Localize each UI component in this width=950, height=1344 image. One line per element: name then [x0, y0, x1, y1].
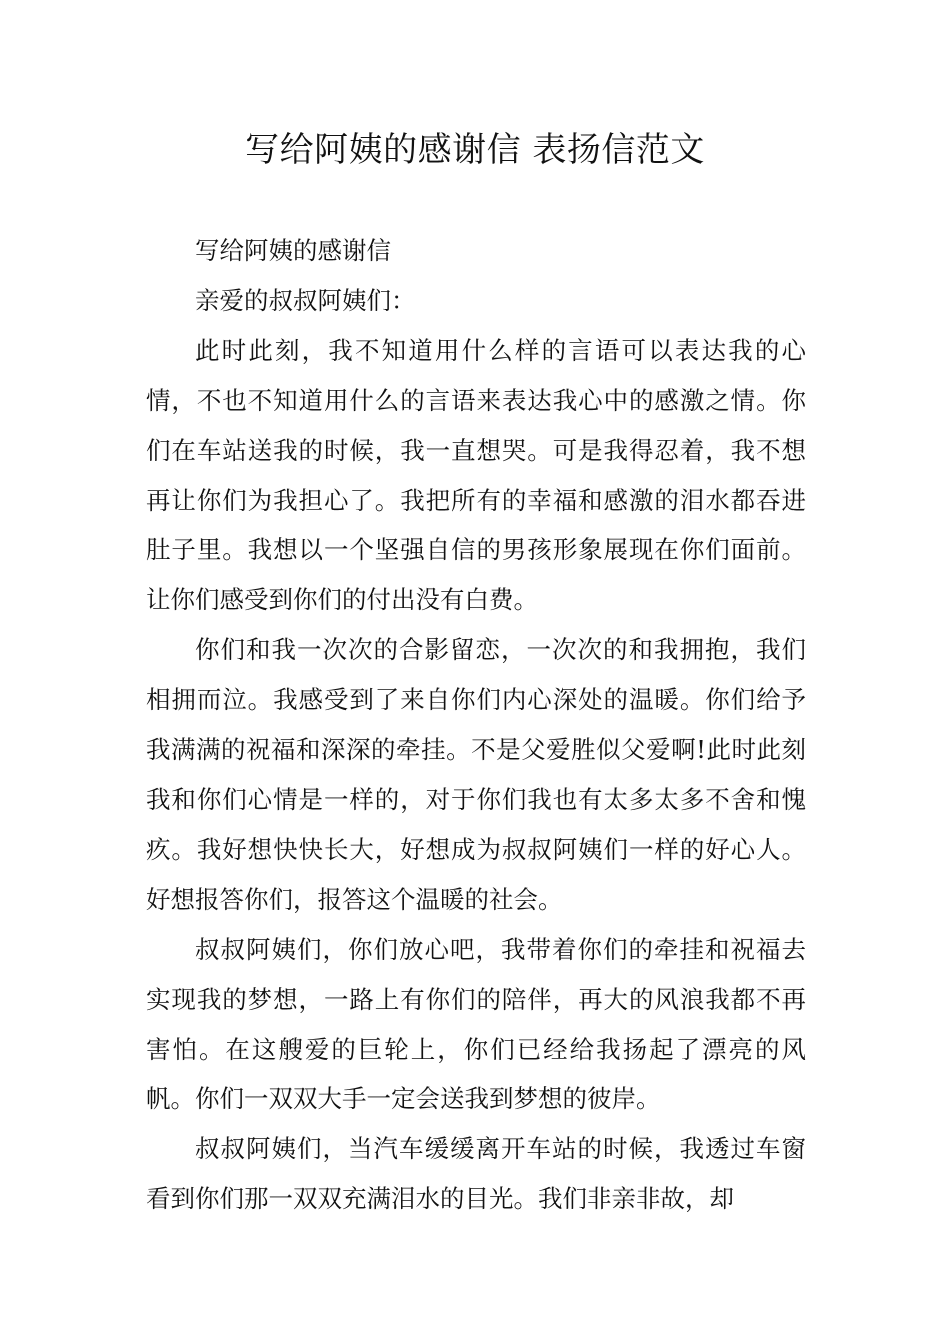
letter-subtitle: 写给阿姨的感谢信	[195, 236, 391, 265]
document-body	[146, 226, 806, 1224]
body-paragraph-2: 你们和我一次次的合影留恋，一次次的和我拥抱，我们相拥而泣。我感受到了来自你们内心深处的温暖。你们给予我满满的祝福和深深的牵挂。不是父爱胜似父爱啊!此时此刻我和你们心情是一样的，对于你们我也有太多太多不舍和愧疚。我好想快快长大，好想成为叔叔阿姨们一样的好心人。好想报答你们，报答这个温暖的社会。	[146, 635, 806, 914]
body-paragraph-4: 叔叔阿姨们，当汽车缓缓离开车站的时候，我透过车窗看到你们那一双双充满泪水的目光。我们非亲非故，却	[146, 1134, 806, 1214]
body-paragraph-3: 叔叔阿姨们，你们放心吧，我带着你们的牵挂和祝福去实现我的梦想，一路上有你们的陪伴，再大的风浪我都不再害怕。在这艘爱的巨轮上，你们已经给我扬起了漂亮的风帆。你们一双双大手一定会送我到梦想的彼岸。	[146, 934, 806, 1114]
body-paragraph-1: 此时此刻，我不知道用什么样的言语可以表达我的心情，不也不知道用什么的言语来表达我心中的感激之情。你们在车站送我的时候，我一直想哭。可是我得忍着，我不想再让你们为我担心了。我把所有的幸福和感激的泪水都吞进肚子里。我想以一个坚强自信的男孩形象展现在你们面前。让你们感受到你们的付出没有白费。	[146, 335, 806, 615]
document-title: 写给阿姨的感谢信 表扬信范文	[245, 130, 705, 170]
letter-salutation: 亲爱的叔叔阿姨们：	[195, 285, 416, 315]
